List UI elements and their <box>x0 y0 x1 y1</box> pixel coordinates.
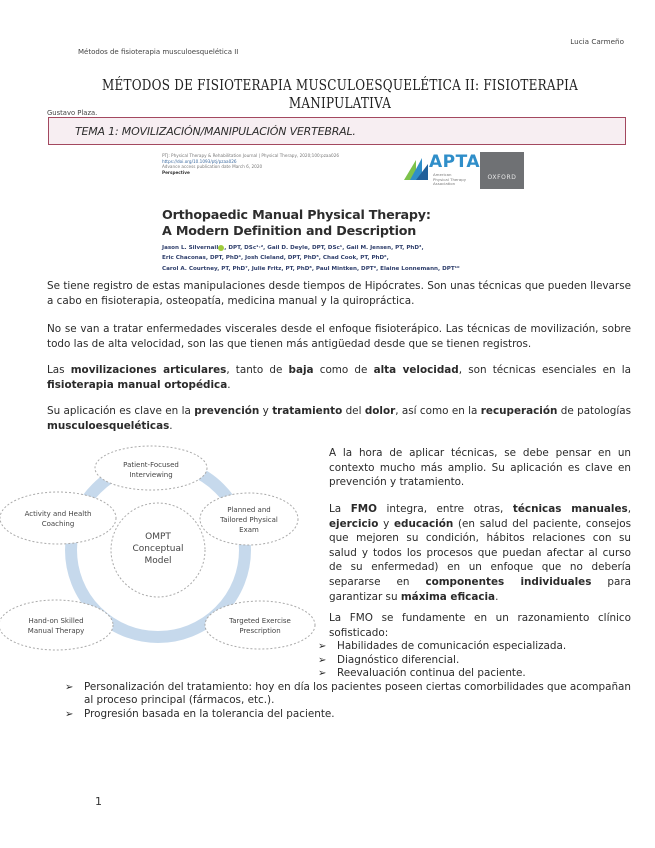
bullet-arrow-icon: ➢ <box>318 668 327 679</box>
published-line: Advance access publication date March 6, 2020 <box>162 164 263 169</box>
svg-text:Tailored Physical: Tailored Physical <box>220 516 278 524</box>
journal-line: PTJ: Physical Therapy & Rehabilitation Journal | Physical Therapy, 2020;100:pzaa026 <box>162 153 340 158</box>
svg-text:Activity and Health: Activity and Health <box>24 510 92 518</box>
oxford-logo <box>480 152 524 189</box>
page-title: MÉTODOS DE FISIOTERAPIA MUSCULOESQUELÉTICA II: FISIOTERAPIA MANIPULATIVA <box>101 76 579 112</box>
list-item: ➢ Diagnóstico diferencial. <box>318 654 460 666</box>
bullet-arrow-icon: ➢ <box>65 709 74 720</box>
paragraph-4: Su aplicación es clave en la prevención y tratamiento del dolor, así como en la recuperación de patologías musculoesqueléticas. <box>47 405 631 432</box>
list-item: ➢ Reevaluación continua del paciente. <box>318 667 526 679</box>
bullet-arrow-icon: ➢ <box>318 641 327 652</box>
right-paragraph-1: A la hora de aplicar técnicas, se debe pensar en un contexto mucho más amplio. Su aplicación es clave en prevención y tratamiento. <box>329 447 631 489</box>
apta-subtitle: American Physical Therapy Association <box>433 172 467 187</box>
svg-text:Patient-Focused: Patient-Focused <box>123 461 179 469</box>
svg-text:Manual Therapy: Manual Therapy <box>27 627 85 635</box>
diagram-center-line1: OMPT <box>145 532 171 542</box>
apta-mark-icon <box>402 156 430 182</box>
svg-text:Prescription: Prescription <box>239 627 281 635</box>
right-paragraph-2: La FMO integra, entre otras, técnicas manuales, ejercicio y educación (en salud del paciente, consejos que mejoren su condición, hábitos relaciones con su salud y todos los procesos que puedan afectar al curso de su enfermedad) en un enfoque que no debería separarse en componentes individuales para garantizar su máxima eficacia. <box>329 503 632 603</box>
right-paragraph-3: La FMO se fundamente en un razonamiento clínico sofisticado: <box>329 612 631 639</box>
diagram-node-health-coaching <box>0 492 116 544</box>
article-authors: Jason L. Silvernail , DPT, DSc¹·², Gail D. Deyle, DPT, DSc¹, Gail M. Jensen, PT, PhD³, Eric Chaconas, DPT, PhD⁴, Josh Cleland, DPT, PhD⁵, Chad Cook, PT, PhD⁶, Carol A. Courtney, PT, PhD⁷, Julie Fritz, PT, PhD⁸, Paul Mintken, DPT⁹, Elaine Lonnemann, DPT¹⁰ <box>162 245 460 272</box>
list-item: ➢ Habilidades de comunicación especializada. <box>318 640 567 652</box>
diagram-node-exercise-prescription <box>205 601 315 649</box>
diagram-center-line3: Model <box>144 556 172 566</box>
article-title: Orthopaedic Manual Physical Therapy: A Modern Definition and Description <box>162 207 431 238</box>
diagram-node-physical-exam <box>200 493 298 545</box>
svg-text:Targeted Exercise: Targeted Exercise <box>229 617 291 625</box>
list-item: ➢ Personalización del tratamiento: hoy en día los pacientes poseen ciertas comorbilidades que acompañan al proceso principal (fármacos, etc.). <box>65 681 631 706</box>
page-number: 1 <box>95 795 102 808</box>
topic-title: TEMA 1: MOVILIZACIÓN/MANIPULACIÓN VERTEBRAL. <box>75 125 356 138</box>
bullet-arrow-icon: ➢ <box>65 682 74 693</box>
ompt-model-diagram <box>0 438 327 670</box>
svg-text:Planned and: Planned and <box>227 506 271 514</box>
apta-logo <box>402 152 480 191</box>
article-header-figure <box>158 152 524 275</box>
oxford-wordmark: OXFORD <box>487 174 517 181</box>
svg-text:Exam: Exam <box>239 526 259 534</box>
professor-name: Gustavo Plaza. <box>47 109 98 117</box>
document-author: Lucia Carmeño <box>570 37 624 46</box>
apta-wordmark: APTA <box>429 152 481 172</box>
svg-text:Coaching: Coaching <box>41 520 75 528</box>
paragraph-2: No se van a tratar enfermedades viscerales desde el enfoque fisioterápico. Las técnicas de movilización, sobre todo las de alta velocidad, son las que tienen más antigüedad desde que se tienen registros. <box>47 323 631 350</box>
running-header: Métodos de fisioterapia musculoesquelética II <box>78 48 239 56</box>
doi-line: https://doi.org/10.1093/ptj/pzaa026 <box>162 158 237 164</box>
bullet-arrow-icon: ➢ <box>318 655 327 666</box>
article-meta <box>162 153 339 175</box>
diagram-center-line2: Conceptual <box>132 544 184 554</box>
diagram-node-patient-interviewing <box>95 446 207 490</box>
diagram-node-manual-therapy <box>0 600 113 650</box>
paragraph-3: Las movilizaciones articulares, tanto de baja como de alta velocidad, son técnicas esenciales en la fisioterapia manual ortopédica. <box>47 364 631 391</box>
svg-text:Hand-on Skilled: Hand-on Skilled <box>28 617 84 625</box>
list-item: ➢ Progresión basada en la tolerancia del paciente. <box>65 708 335 720</box>
topic-banner <box>48 117 626 145</box>
paragraph-1: Se tiene registro de estas manipulaciones desde tiempos de Hipócrates. Son unas técnicas que pueden llevarse a cabo en fisioterapia, osteopatía, medicina manual y la quiropráctica. <box>47 280 631 307</box>
svg-text:Interviewing: Interviewing <box>129 471 173 479</box>
article-type: Perspective <box>162 169 190 175</box>
